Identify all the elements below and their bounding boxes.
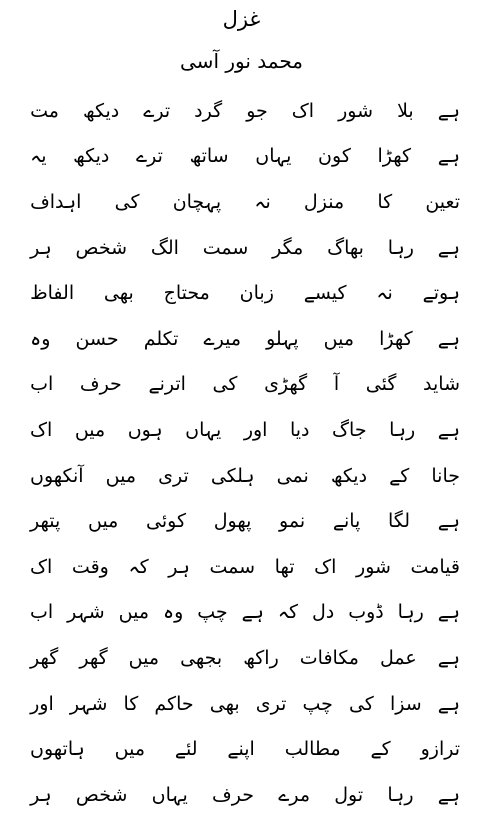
poem-word: دیا (289, 418, 310, 441)
poem-word: عمل (380, 646, 417, 669)
poem-word: میرے (203, 327, 241, 350)
poem-line (30, 681, 460, 727)
poem-word: گرد (194, 99, 223, 122)
poem-word: پھول (213, 510, 252, 533)
poem-word: مت (30, 99, 59, 122)
poem-word: کے (389, 464, 410, 487)
poem-word: پانے (332, 510, 361, 533)
poem-word: رہا (387, 236, 414, 259)
poem-word: منزل (303, 190, 345, 213)
poem-word: کا (123, 692, 139, 715)
poem-word: شخص (75, 783, 128, 806)
poem-word: مکافات (299, 646, 359, 669)
poem-word: بلا (397, 99, 414, 122)
poem-word: ڈوب (348, 601, 384, 624)
poem-word: محتاج (163, 282, 210, 305)
poem-word: ہاتھوں (30, 738, 85, 761)
poem-word: اور (243, 418, 268, 441)
poem-word: بھاگ (327, 236, 364, 259)
poem-word: گھڑی (264, 373, 308, 396)
poem-word: تول (334, 783, 364, 806)
poem-word: نمو (279, 510, 306, 533)
poem-word: یہاں (185, 418, 222, 441)
poem-lines (30, 88, 460, 818)
poem-word: رہا (389, 418, 416, 441)
poem-line (30, 225, 460, 271)
poem-word: ہے (437, 418, 460, 441)
poem-line (30, 635, 460, 681)
poem-word: میں (105, 464, 137, 487)
poem-word: لئے (174, 738, 198, 761)
poem-word: دیکھ (73, 145, 110, 168)
poem-word: ہے (437, 646, 460, 669)
poem-word: قیامت (410, 555, 460, 578)
poem-word: تکلم (143, 327, 179, 350)
poem-word: آنکھوں (30, 464, 84, 487)
poem-word: ساتھ (189, 145, 229, 168)
poem-word: ہے (437, 99, 460, 122)
poem-line (30, 407, 460, 453)
poem-line (30, 772, 460, 818)
poem-word: دیکھ (330, 464, 368, 487)
poem-word: اپنے (227, 738, 255, 761)
poem-word: جاگ (332, 418, 367, 441)
poem-word: یہ (30, 145, 47, 168)
poem-word: تری (158, 464, 189, 487)
poem-word: گھر (79, 646, 108, 669)
poem-word: ہے (437, 145, 460, 168)
poem-line (30, 362, 460, 408)
poem-line (30, 726, 460, 772)
poem-word: ہے (437, 236, 460, 259)
poem-word: حسن (75, 327, 119, 350)
poem-word: ہر (168, 555, 190, 578)
poem-word: یہاں (255, 145, 292, 168)
poem-word: کہ (277, 601, 299, 624)
poem-word: کھڑا (379, 327, 413, 350)
poem-word: ترے (136, 145, 163, 168)
poem-word: رہا (387, 783, 414, 806)
poem-word: کوئی (146, 510, 187, 533)
poem-word: میں (74, 418, 106, 441)
poem-word: اترنے (148, 373, 186, 396)
poem-word: شاید (423, 373, 460, 396)
poem-line (30, 270, 460, 316)
poem-word: اک (291, 99, 315, 122)
poem-word: شور (356, 555, 391, 578)
poem-word: الگ (150, 236, 179, 259)
poem-word: مرے (278, 783, 310, 806)
poem-word: سزا (389, 692, 422, 715)
poem-word: شور (338, 99, 374, 122)
poem-line (30, 134, 460, 180)
poem-word: رہا (397, 601, 424, 624)
poem-word: سمت (209, 555, 256, 578)
poem-word: تری (255, 692, 287, 715)
poem-word: گئی (365, 373, 397, 396)
poem-word: اب (30, 601, 54, 624)
poem-word: اک (314, 555, 337, 578)
poem-word: نہ (376, 282, 393, 305)
poem-word: الفاظ (30, 282, 75, 305)
poem-word: بھی (103, 282, 134, 305)
poem-line (30, 453, 460, 499)
poem-word: اک (30, 418, 53, 441)
poem-word: شہر (67, 601, 105, 624)
poem-word: چپ (197, 601, 228, 624)
poem-word: ہے (241, 601, 264, 624)
poem-word: پتھر (30, 510, 61, 533)
poem-word: ہوں (127, 418, 163, 441)
poem-word: ہے (437, 510, 460, 533)
poem-word: ہے (437, 692, 460, 715)
poem-word: ترازو (420, 738, 460, 761)
poem-word: چپ (302, 692, 333, 715)
poem-word: کیسے (303, 282, 347, 305)
poem-word: پہلو (266, 327, 299, 350)
poem-word: آ (333, 373, 340, 396)
poem-word: مطالب (284, 738, 341, 761)
poem-line (30, 316, 460, 362)
poem-word: کون (318, 145, 351, 168)
poem-word: وقت (71, 555, 109, 578)
poem-word: میں (128, 646, 160, 669)
poem-word: میں (114, 738, 146, 761)
poem-word: تعین (425, 190, 460, 213)
poem-word: میں (87, 510, 119, 533)
poem-word: کی (212, 373, 238, 396)
poem-word: جانا (431, 464, 460, 487)
poem-word: راکھ (243, 646, 279, 669)
poem-word: تھا (274, 555, 295, 578)
poem-word: ہر (30, 236, 52, 259)
poem-line (30, 179, 460, 225)
poem-word: جو (246, 99, 268, 122)
poem-word: بجھی (180, 646, 223, 669)
poem-word: ہلکی (210, 464, 255, 487)
poem-word: یہاں (151, 783, 188, 806)
poem-line (30, 544, 460, 590)
poem-word: کے (370, 738, 391, 761)
poem-word: وہ (162, 601, 184, 624)
poem-word: دل (311, 601, 335, 624)
poem-word: کھڑا (377, 145, 412, 168)
poem-word: ہے (437, 327, 460, 350)
poem-word: شہر (69, 692, 108, 715)
poem-title: غزل (222, 7, 261, 31)
poem-word: حرف (79, 373, 122, 396)
poem-word: نہ (254, 190, 271, 213)
poem-word: اک (30, 555, 53, 578)
poem-word: کی (348, 692, 374, 715)
poem-word: شخص (75, 236, 128, 259)
poem-line (30, 88, 460, 134)
poem-line (30, 498, 460, 544)
poem-word: وہ (30, 327, 51, 350)
poem-word: بھی (209, 692, 240, 715)
poem-word: دیکھ (82, 99, 120, 122)
poem-word: پہچان (172, 190, 222, 213)
poem-word: گھر (30, 646, 59, 669)
poem-word: حاکم (154, 692, 194, 715)
poem-word: میں (323, 327, 355, 350)
poem-word: اب (30, 373, 54, 396)
poem-word: سمت (202, 236, 249, 259)
poem-word: زبان (239, 282, 274, 305)
poem-word: میں (118, 601, 150, 624)
poem-word: کا (377, 190, 393, 213)
poem-author: محمد نور آسی (180, 49, 303, 73)
poem-word: کہ (128, 555, 149, 578)
poem-word: اہداف (30, 190, 82, 213)
poem-word: ہوتے (422, 282, 460, 305)
poem-word: نمی (276, 464, 309, 487)
poem-word: کی (114, 190, 140, 213)
poem-word: ترے (143, 99, 171, 122)
poem-word: حرف (212, 783, 254, 806)
poem-line (30, 590, 460, 636)
poem-word: ہے (437, 601, 460, 624)
poem-word: مگر (272, 236, 304, 259)
poem-word: اور (30, 692, 54, 715)
poem-word: لگا (387, 510, 411, 533)
poem-word: ہر (30, 783, 52, 806)
poem-word: ہے (437, 783, 460, 806)
